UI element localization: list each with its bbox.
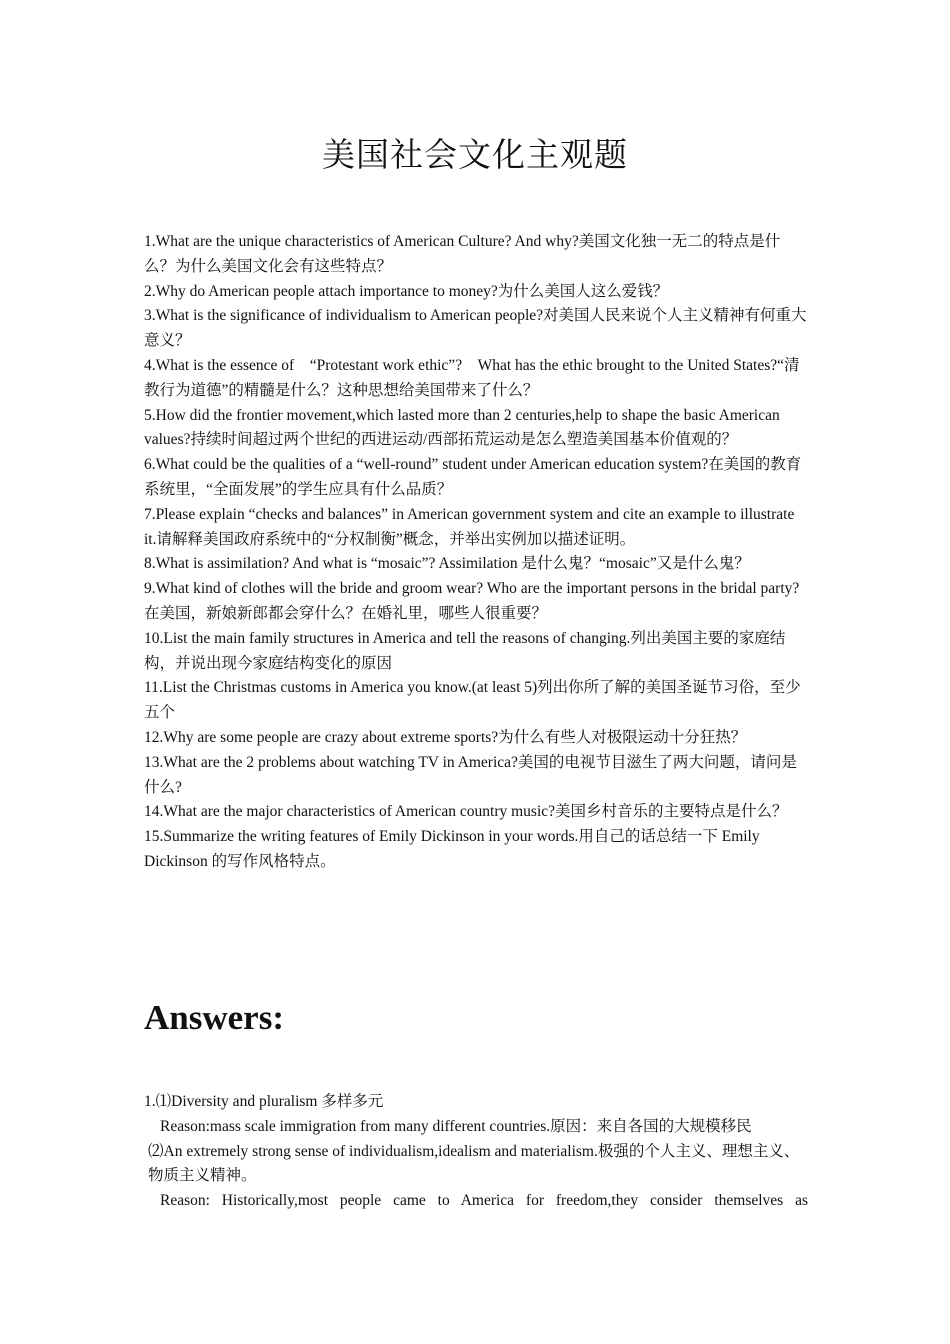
question-item: 14.What are the major characteristics of American country music?美国乡村音乐的主要特点是什么？ [144, 803, 788, 821]
answer-line: Reason: Historically,most people came to America for freedom,they consider themselves as [160, 1192, 808, 1210]
question-item: 4.What is the essence of “Protestant work ethic”? What has the ethic brought to the United States?“清教行为道德”的精髓是什么？这种思想给美国带来了什么？ [144, 356, 800, 399]
answers-heading: Answers: [144, 998, 284, 1037]
question-item: 9.What kind of clothes will the bride and groom wear? Who are the important persons in the bridal party?在美国，新娘新郎都会穿什么？在婚礼里，哪些人很重要？ [144, 580, 800, 622]
page-title: 美国社会文化主观题 [322, 135, 628, 174]
question-item: 7.Please explain “checks and balances” in American government system and cite an example to illustrate it.请解释美国政府系统中的“分权制衡”概念，并举出实例加以描述证明。 [144, 505, 795, 548]
question-item: 2.Why do American people attach importance to money?为什么美国人这么爱钱？ [144, 282, 669, 300]
answer-line: Reason:mass scale immigration from many different countries.原因：来自各国的大规模移民 [160, 1117, 752, 1135]
question-item: 8.What is assimilation? And what is “mosaic”? Assimilation 是什么鬼？“mosaic”又是什么鬼？ [144, 555, 750, 573]
answer-list [144, 1090, 808, 1214]
question-item: 1.What are the unique characteristics of American Culture? And why?美国文化独一无二的特点是什么？为什么美国文化会有这些特点？ [144, 233, 781, 275]
question-list [144, 230, 808, 875]
question-item: 11.List the Christmas customs in America you know.(at least 5)列出你所了解的美国圣诞节习俗，至少五个 [144, 679, 801, 722]
question-item: 5.How did the frontier movement,which lasted more than 2 centuries,help to shape the basic American values?持续时间超过两个世纪的西进运动/西部拓荒运动是怎么塑造美国基本价值观的？ [144, 406, 780, 449]
answer-line: ⑵An extremely strong sense of individualism,idealism and materialism.极强的个人主义、理想主义、物质主义精神。 [148, 1142, 800, 1185]
question-item: 3.What is the significance of individualism to American people?对美国人民来说个人主义精神有何重大意义？ [144, 307, 807, 350]
question-item: 13.What are the 2 problems about watching TV in America?美国的电视节目滋生了两大问题，请问是什么? [144, 753, 797, 796]
question-item: 12.Why are some people are crazy about extreme sports?为什么有些人对极限运动十分狂热？ [144, 728, 747, 746]
question-item: 15.Summarize the writing features of Emily Dickinson in your words.用自己的话总结一下 Emily Dickinson 的写作风格特点。 [144, 828, 760, 870]
answer-line: 1.⑴Diversity and pluralism 多样多元 [144, 1093, 384, 1110]
question-item: 6.What could be the qualities of a “well-round” student under American education system?在美国的教育系统里，“全面发展”的学生应具有什么品质？ [144, 456, 802, 498]
question-item: 10.List the main family structures in America and tell the reasons of changing.列出美国主要的家庭结构，并说出现今家庭结构变化的原因 [144, 629, 786, 672]
